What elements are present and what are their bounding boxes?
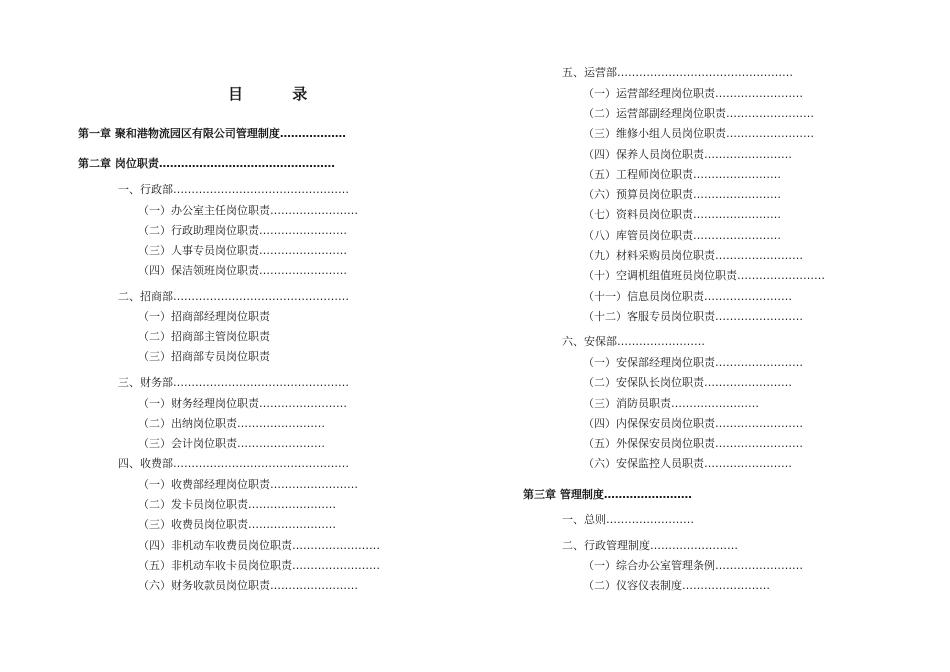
toc-entry[interactable]: （九）材料采购员岗位职责…………………… [583, 249, 803, 262]
toc-entry[interactable]: （一）招商部经理岗位职责 [138, 310, 270, 323]
toc-entry[interactable]: （五）非机动车收卡员岗位职责…………………… [138, 559, 380, 572]
toc-chapter-2[interactable]: 第二章 岗位职责………………………………………… [78, 157, 335, 170]
toc-section-general[interactable]: 一、总则…………………… [562, 513, 694, 526]
toc-entry[interactable]: （一）财务经理岗位职责…………………… [138, 397, 347, 410]
toc-entry[interactable]: （四）非机动车收费员岗位职责…………………… [138, 539, 380, 552]
toc-entry[interactable]: （二）出纳岗位职责…………………… [138, 417, 325, 430]
toc-entry[interactable]: （五）工程师岗位职责…………………… [583, 168, 781, 181]
toc-entry[interactable]: （一）收费部经理岗位职责…………………… [138, 478, 358, 491]
toc-entry[interactable]: （二）发卡员岗位职责…………………… [138, 498, 336, 511]
toc-entry[interactable]: （一）综合办公室管理条例…………………… [583, 559, 803, 572]
toc-entry[interactable]: （一）运营部经理岗位职责…………………… [583, 87, 803, 100]
toc-entry[interactable]: （三）招商部专员岗位职责 [138, 350, 270, 363]
toc-entry[interactable]: （三）收费员岗位职责…………………… [138, 518, 336, 531]
toc-entry[interactable]: （四）保养人员岗位职责…………………… [583, 148, 792, 161]
toc-chapter-1[interactable]: 第一章 聚和港物流园区有限公司管理制度……………… [78, 127, 346, 140]
toc-section-toll[interactable]: 四、收费部………………………………………… [118, 457, 349, 470]
toc-entry[interactable]: （一）办公室主任岗位职责…………………… [138, 204, 358, 217]
toc-section-investment[interactable]: 二、招商部………………………………………… [118, 290, 349, 303]
toc-entry[interactable]: （十一）信息员岗位职责…………………… [583, 290, 792, 303]
toc-title: 目 录 [228, 85, 330, 103]
toc-entry[interactable]: （三）消防员职责…………………… [583, 397, 759, 410]
toc-entry[interactable]: （五）外保保安员岗位职责…………………… [583, 437, 803, 450]
toc-entry[interactable]: （三）会计岗位职责…………………… [138, 437, 325, 450]
toc-section-admin-rules[interactable]: 二、行政管理制度…………………… [562, 539, 738, 552]
toc-entry[interactable]: （十二）客服专员岗位职责…………………… [583, 310, 803, 323]
right-page [475, 0, 950, 672]
toc-entry[interactable]: （二）行政助理岗位职责…………………… [138, 224, 347, 237]
toc-entry[interactable]: （二）仪容仪表制度…………………… [583, 579, 770, 592]
toc-entry[interactable]: （八）库管员岗位职责…………………… [583, 229, 781, 242]
toc-section-security[interactable]: 六、安保部…………………… [562, 335, 705, 348]
toc-entry[interactable]: （二）安保队长岗位职责…………………… [583, 376, 792, 389]
toc-section-operations[interactable]: 五、运营部………………………………………… [562, 66, 793, 79]
toc-chapter-3[interactable]: 第三章 管理制度…………………… [523, 488, 692, 501]
toc-entry[interactable]: （二）招商部主管岗位职责 [138, 330, 270, 343]
toc-entry[interactable]: （三）人事专员岗位职责…………………… [138, 244, 347, 257]
toc-entry[interactable]: （二）运营部副经理岗位职责…………………… [583, 107, 814, 120]
toc-entry[interactable]: （四）保洁领班岗位职责…………………… [138, 264, 347, 277]
toc-entry[interactable]: （六）安保监控人员职责…………………… [583, 457, 792, 470]
toc-section-admin[interactable]: 一、行政部………………………………………… [118, 183, 349, 196]
toc-section-finance[interactable]: 三、财务部………………………………………… [118, 376, 349, 389]
toc-entry[interactable]: （四）内保保安员岗位职责…………………… [583, 417, 803, 430]
toc-entry[interactable]: （六）财务收款员岗位职责…………………… [138, 579, 358, 592]
toc-entry[interactable]: （三）维修小组人员岗位职责…………………… [583, 127, 814, 140]
toc-entry[interactable]: （十）空调机组值班员岗位职责…………………… [583, 269, 825, 282]
toc-entry[interactable]: （七）资料员岗位职责…………………… [583, 208, 781, 221]
toc-entry[interactable]: （一）安保部经理岗位职责…………………… [583, 356, 803, 369]
toc-entry[interactable]: （六）预算员岗位职责…………………… [583, 188, 781, 201]
